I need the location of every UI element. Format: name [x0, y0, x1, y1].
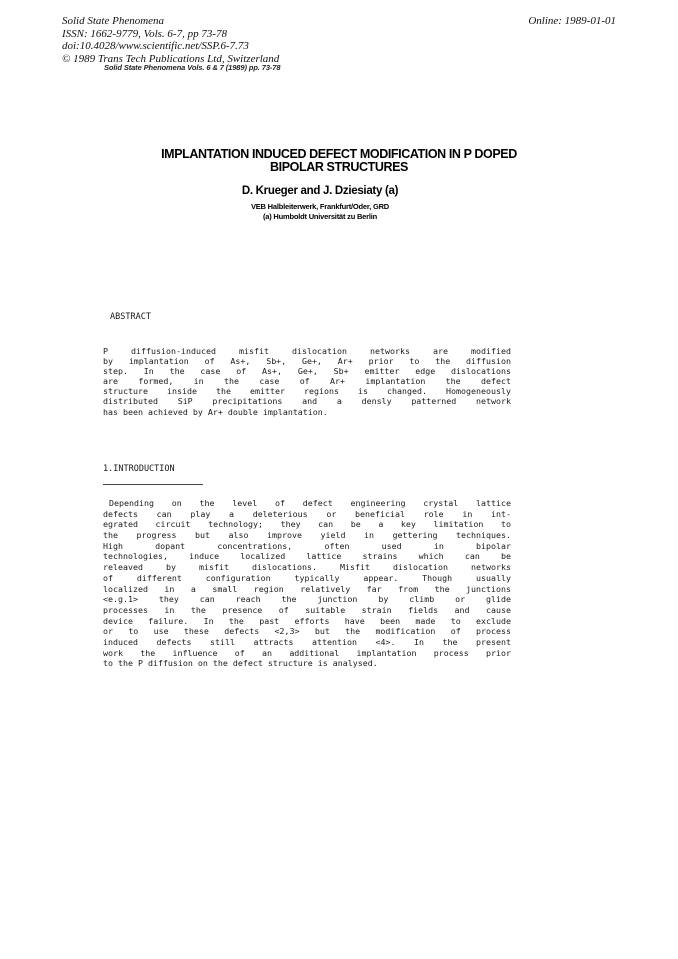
intro-line: or to use these defects <2,3> but the modification of process — [103, 626, 511, 637]
affiliation-2: (a) Humboldt Universität zu Berlin — [262, 212, 378, 221]
copyright-line: © 1989 Trans Tech Publications Ltd, Switzerland — [62, 52, 280, 65]
abstract-body — [103, 346, 511, 417]
intro-line: technologies, induce localized lattice strains which can be — [103, 551, 511, 562]
issn-line: ISSN: 1662-9779, Vols. 6-7, pp 73-78 — [62, 27, 227, 40]
intro-line: localized in a small region relatively far from the junctions — [103, 583, 511, 594]
running-head: Solid State Phenomena Vols. 6 & 7 (1989) pp. 73-78 — [104, 63, 281, 72]
intro-line: induced defects still attracts attention <4>. In the present — [103, 636, 511, 647]
doi-line: doi:10.4028/www.scientific.net/SSP.6-7.73 — [62, 40, 249, 52]
intro-line: High dopant concentrations, often used in bipolar — [103, 540, 511, 551]
introduction-heading: 1.INTRODUCTION — [103, 464, 175, 474]
abstract-line: are formed, in the case of Ar+ implantation the defect — [103, 376, 511, 387]
intro-line: egrated circuit technology; they can be a key limitation to — [103, 519, 511, 530]
intro-line: to the P diffusion on the defect structure is analysed. — [103, 658, 378, 669]
authors: D. Krueger and J. Dziesiaty (a) — [241, 185, 399, 197]
abstract-line: structure inside the emitter regions is changed. Homogeneously — [103, 386, 511, 397]
affiliation-1: VEB Halbleiterwerk, Frankfurt/Oder, GRD — [250, 202, 390, 211]
abstract-line: step. In the case of As+, Ge+, Sb+ emitter edge dislocations — [103, 366, 511, 377]
title-line-2: BIPOLAR STRUCTURES — [270, 159, 408, 174]
intro-line: <e.g.1> they can reach the junction by climb or glide — [103, 594, 511, 605]
title-line-1: IMPLANTATION INDUCED DEFECT MODIFICATION IN P DOPED — [161, 147, 517, 161]
intro-line: releaved by misfit dislocations. Misfit dislocation networks — [103, 562, 511, 573]
intro-line: of different configuration typically appear. Though usually — [103, 572, 511, 583]
heading-underline — [103, 484, 203, 485]
journal-header — [62, 15, 279, 65]
paper-title — [0, 148, 678, 173]
intro-line: defects can play a deleterious or beneficial role in int- — [103, 508, 511, 519]
abstract-line: P diffusion-induced misfit dislocation networks are modified — [103, 346, 511, 356]
abstract-line: has been achieved by Ar+ double implantation. — [103, 406, 328, 417]
intro-line: processes in the presence of suitable strain fields and cause — [103, 604, 511, 615]
journal-name: Solid State Phenomena — [62, 15, 165, 27]
abstract-line: by implantation of As+, Sb+, Ge+, Ar+ prior to the diffusion — [103, 356, 511, 367]
intro-line: device failure. In the past efforts have been made to exclude — [103, 615, 511, 626]
abstract-line: distributed SiP precipitations and a densly patterned network — [103, 396, 511, 407]
online-date: Online: 1989-01-01 — [528, 15, 616, 27]
introduction-body — [103, 498, 511, 669]
intro-line: work the influence of an additional implantation process prior — [103, 647, 511, 658]
intro-line: the progress but also improve yield in gettering techniques. — [103, 530, 511, 541]
abstract-heading: ABSTRACT — [110, 312, 151, 322]
intro-line: Depending on the level of defect engineering crystal lattice — [109, 498, 511, 508]
